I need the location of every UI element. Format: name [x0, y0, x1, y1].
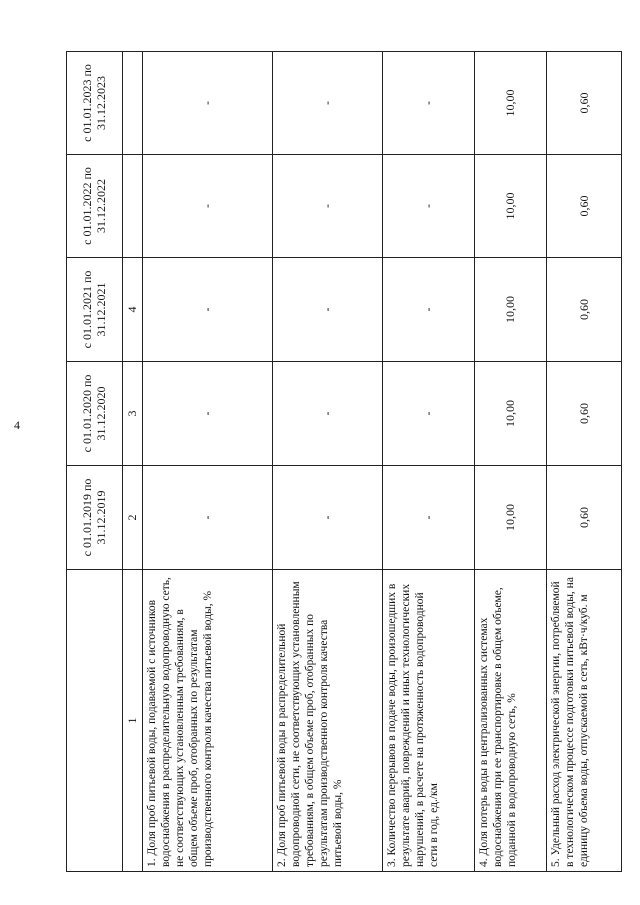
value-cell: -: [383, 52, 475, 155]
table-row: [475, 52, 547, 872]
value-cell: 10,00: [475, 52, 547, 155]
value-cell: -: [383, 362, 475, 466]
value-cell: -: [273, 155, 383, 258]
header-row: [67, 52, 123, 872]
value-cell: 10,00: [475, 466, 547, 570]
indicator-label-cell: 4. Доля потерь воды в централизованных системах водоснабжения при ее транспортировке в общем объеме, поданной в водопроводную сеть, %: [475, 570, 547, 872]
header-cell-2023: с 01.01.2023 по 31.12.2023: [67, 52, 123, 155]
value-cell: 10,00: [475, 362, 547, 466]
value-cell: 0,60: [547, 52, 622, 155]
value-cell: 10,00: [475, 258, 547, 362]
value-cell: -: [273, 258, 383, 362]
page-number: 4: [14, 418, 20, 432]
value-cell: 0,60: [547, 466, 622, 570]
value-cell: -: [143, 362, 273, 466]
value-cell: 0,60: [547, 258, 622, 362]
value-cell: 0,60: [547, 155, 622, 258]
header-cell-2019: с 01.01.2019 по 31.12.2019: [67, 466, 123, 570]
indicator-label-cell: 5. Удельный расход электрической энергии, потребляемой в технологическом процессе подготовки питьевой воды, на единицу объема воды, отпускаемой в сеть, кВт·ч/куб. м: [547, 570, 622, 872]
table-row: [143, 52, 273, 872]
column-number-cell: [123, 155, 143, 258]
value-cell: -: [383, 155, 475, 258]
indicator-label-cell: 3. Количество перерывов в подаче воды, произошедших в результате аварий, повреждений и иных технологических нарушений, в расчете на протяженность водопроводной сети в год, ед./км: [383, 570, 475, 872]
value-cell: -: [143, 258, 273, 362]
indicators-table: [66, 51, 622, 872]
column-number-cell: [123, 52, 143, 155]
column-number-cell: 3: [123, 362, 143, 466]
indicator-label-cell: 1. Доля проб питьевой воды, подаваемой с источников водоснабжения в распределительную водопроводную сеть, не соответствующих установленным требованиям, в общем объеме проб, отобранных по результатам производственного контроля качества питьевой воды, %: [143, 570, 273, 872]
value-cell: -: [383, 258, 475, 362]
value-cell: -: [273, 362, 383, 466]
column-number-cell: 1: [123, 570, 143, 872]
indicator-label-cell: 2. Доля проб питьевой воды в распределительной водопроводной сети, не соответствующих установленным требованиям, в общем объеме проб, отобранных по результатам производственного контроля качества питьевой воды, %: [273, 570, 383, 872]
table-row: [547, 52, 622, 872]
header-cell-indicator: [67, 570, 123, 872]
value-cell: -: [143, 466, 273, 570]
table-row: [383, 52, 475, 872]
value-cell: -: [383, 466, 475, 570]
header-cell-2021: с 01.01.2021 по 31.12.2021: [67, 258, 123, 362]
value-cell: -: [143, 155, 273, 258]
header-cell-2020: с 01.01.2020 по 31.12.2020: [67, 362, 123, 466]
header-cell-2022: с 01.01.2022 по 31.12.2022: [67, 155, 123, 258]
value-cell: -: [143, 52, 273, 155]
value-cell: 10,00: [475, 155, 547, 258]
column-number-cell: 4: [123, 258, 143, 362]
table-row: [273, 52, 383, 872]
column-number-row: [123, 52, 143, 872]
value-cell: -: [273, 52, 383, 155]
column-number-cell: 2: [123, 466, 143, 570]
indicators-table-container: [66, 52, 621, 872]
rotated-table: [66, 52, 621, 872]
value-cell: -: [273, 466, 383, 570]
value-cell: 0,60: [547, 362, 622, 466]
